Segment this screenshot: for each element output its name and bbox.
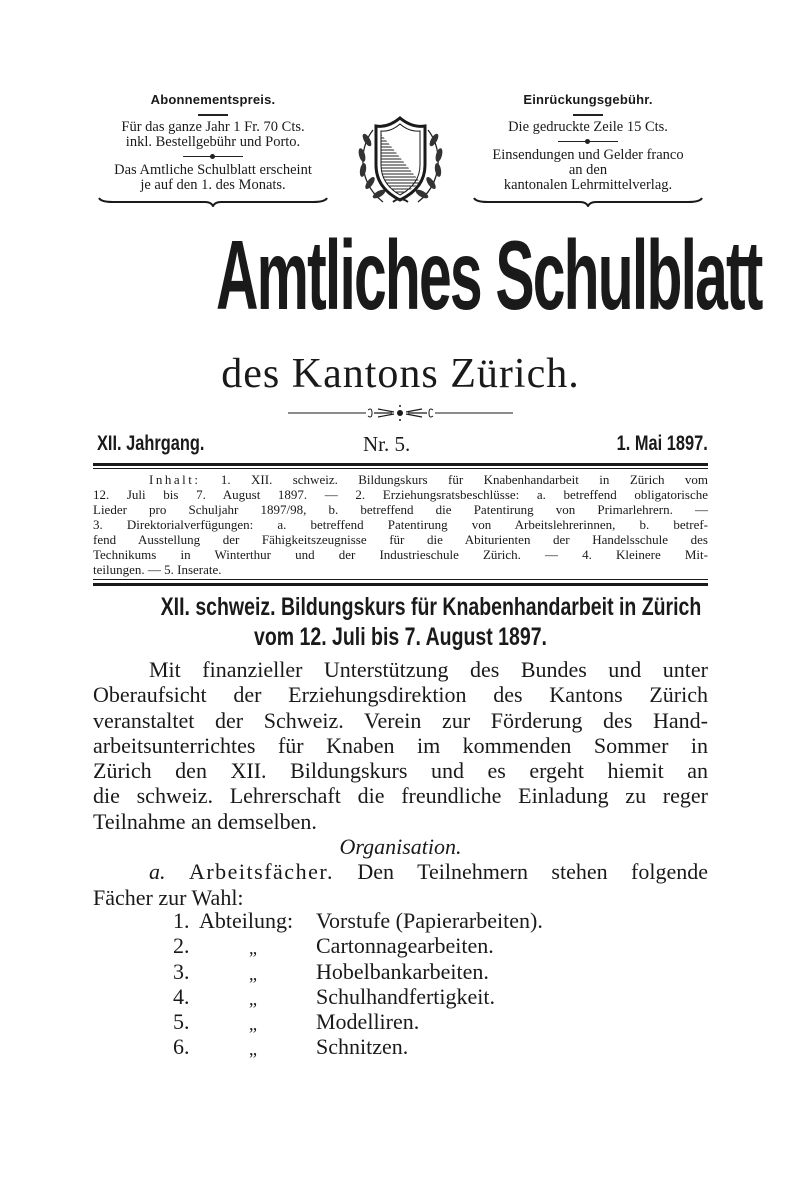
volume-label: XII. Jahrgang. — [97, 432, 205, 455]
publication-schedule: Das Amtliche Schulblatt erscheint — [114, 161, 312, 178]
newspaper-page — [93, 0, 762, 1193]
ditto-mark: „ — [249, 1014, 257, 1035]
paragraph-line: veranstaltet der Schweiz. Verein zur Förderung des Hand- — [93, 707, 708, 733]
publication-title — [216, 220, 762, 330]
subscription-price: Für das ganze Jahr 1 Fr. 70 Cts. — [121, 118, 305, 135]
section-heading: Organisation. — [339, 834, 462, 860]
list-item: 3. „ Hobelbankarbeiten. — [173, 959, 693, 984]
advertising-heading: Einrückungsgebühr. — [523, 92, 653, 107]
ditto-mark: „ — [249, 1039, 257, 1060]
divisions-list — [173, 908, 693, 1060]
subsection-marker: a. — [149, 859, 166, 885]
publication-title-text: Amtliches Schulblatt — [216, 220, 762, 330]
contents-line: teilungen. — 5. Inserate. — [93, 562, 222, 577]
advertising-price: Die gedruckte Zeile 15 Cts. — [508, 118, 668, 135]
list-item: 6. „ Schnitzen. — [173, 1034, 693, 1059]
subscription-box — [93, 92, 333, 207]
list-item: 4. „ Schulhandfertigkeit. — [173, 984, 693, 1009]
contents-line: Lieder pro Schuljahr 1897/98, b. betreffend die Patentirung von Primarlehrern. — — [93, 502, 708, 517]
dot-divider — [558, 137, 618, 146]
paragraph-line: Zürich den XII. Bildungskurs und es ergeht hiemit an — [93, 758, 708, 784]
advertising-box — [468, 92, 708, 207]
ditto-mark: „ — [249, 938, 257, 959]
paragraph-line: Oberaufsicht der Erziehungsdirektion des Kantons Zürich — [93, 682, 708, 708]
headline-line: XII. schweiz. Bildungskurs für Knabenhandarbeit in Zürich — [160, 593, 702, 621]
list-item: 1. Abteilung: Vorstufe (Papierarbeiten). — [173, 908, 543, 933]
double-rule-bottom-thin — [93, 579, 708, 580]
subscription-price-note: inkl. Bestellgebühr und Porto. — [125, 133, 301, 150]
coat-of-arms-icon — [343, 110, 458, 210]
article-headline — [93, 592, 708, 652]
issue-date: 1. Mai 1897. — [616, 432, 708, 455]
submission-note-3: kantonalen Lehrmittelverlag. — [503, 176, 673, 193]
double-rule-bottom — [93, 583, 708, 586]
publication-schedule-2: je auf den 1. des Monats. — [140, 176, 286, 193]
subsection-line: Fächer zur Wahl: — [93, 884, 244, 910]
subsection-line: a. Arbeitsfächer. Den Teilnehmern stehen folgende — [149, 859, 709, 885]
paragraph-line: die schweiz. Lehrerschaft die freundliche Einladung zu reger — [93, 783, 708, 809]
table-of-contents — [93, 472, 708, 577]
contents-label: Inhalt: — [149, 472, 201, 487]
list-item: 5. „ Modelliren. — [173, 1009, 693, 1034]
dot-divider — [183, 152, 243, 161]
paragraph-line: Teilnahme an demselben. — [93, 808, 317, 834]
paragraph-line: arbeitsunterrichtes für Knaben im kommenden Sommer in — [93, 732, 708, 758]
submission-note-2: an den — [568, 161, 608, 178]
subsection-label: Arbeitsfächer. — [188, 859, 334, 885]
double-rule-top-thin — [93, 468, 708, 469]
contents-line: 3. Direktorialverfügungen: a. betreffend Patentirung von Arbeitslehrerinnen, b. betref- — [93, 517, 708, 532]
paragraph-line: Mit finanzieller Unterstützung des Bundes und unter — [149, 657, 708, 682]
ornament-divider-icon — [288, 404, 513, 422]
curly-brace-divider — [468, 197, 708, 207]
article-body — [93, 657, 708, 910]
contents-line: 12. Juli bis 7. August 1897. — 2. Erziehungsratsbeschlüsse: a. betreffend obligatorische — [93, 487, 708, 502]
curly-brace-divider — [93, 197, 333, 207]
list-item: 2. „ Cartonnagearbeiten. — [173, 933, 693, 958]
contents-line: Inhalt: 1. XII. schweiz. Bildungskurs für Knabenhandarbeit in Zürich vom — [149, 472, 708, 487]
submission-note: Einsendungen und Gelder franco — [492, 146, 684, 163]
issue-number: Nr. 5. — [363, 432, 411, 456]
short-rule — [198, 114, 228, 116]
short-rule — [573, 114, 603, 116]
ditto-mark: „ — [249, 988, 257, 1009]
contents-line: Technikums in Winterthur und der Industrieschule Zürich. — 4. Kleinere Mit- — [93, 547, 708, 562]
issue-info — [93, 432, 708, 456]
contents-line: fend Ausstellung der Fähigkeitszeugnisse für die Abiturienten der Handelsschule des — [93, 532, 708, 547]
headline-line: vom 12. Juli bis 7. August 1897. — [254, 623, 547, 651]
publication-subtitle: des Kantons Zürich. — [221, 351, 580, 397]
ditto-mark: „ — [249, 963, 257, 984]
double-rule-top — [93, 463, 708, 466]
subscription-heading: Abonnementspreis. — [150, 92, 276, 107]
